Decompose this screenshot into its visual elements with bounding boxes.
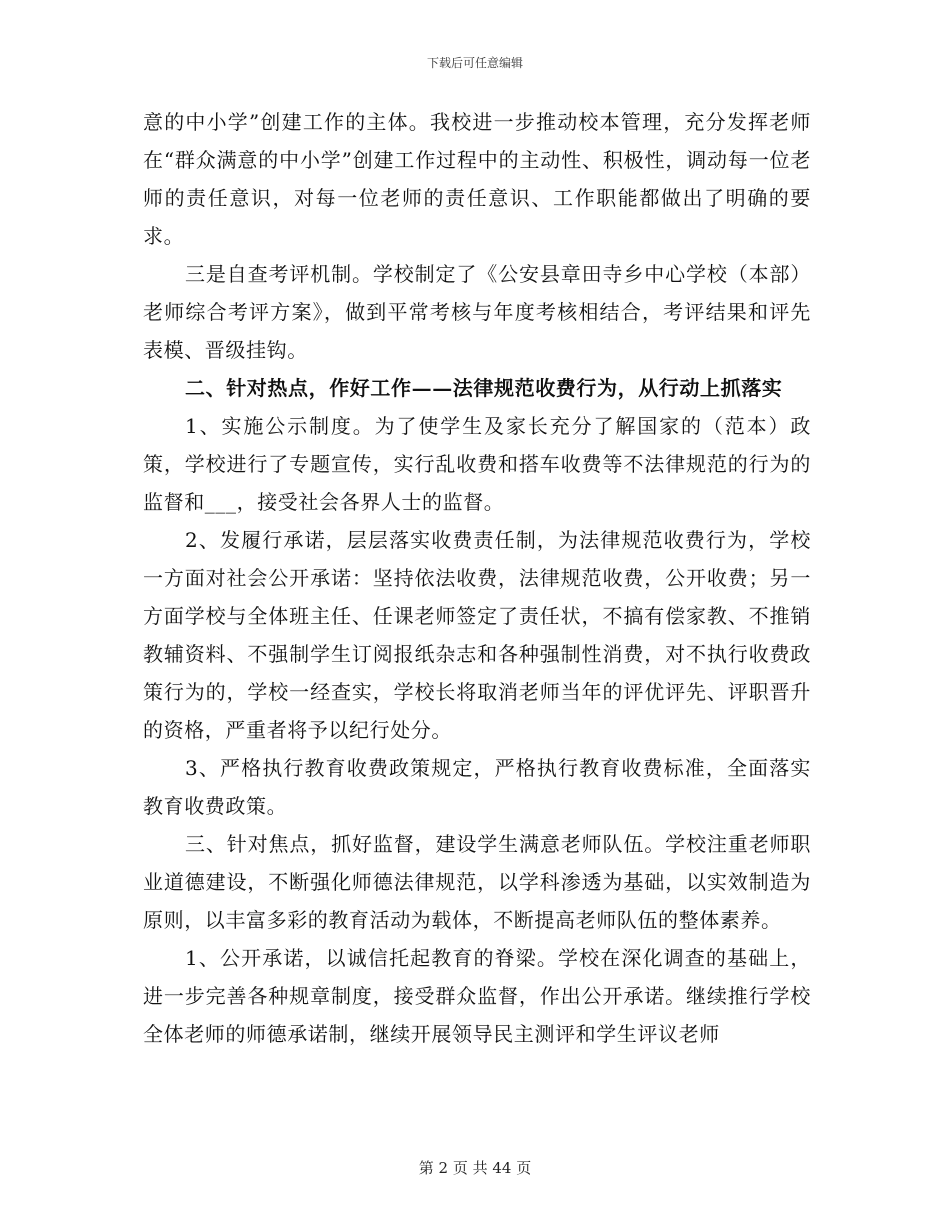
paragraph-self-assessment: 三是自查考评机制。学校制定了《公安县章田寺乡中心学校（本部）老师综合考评方案》，做到平常考核与年度考核相结合，考评结果和评先表模、晋级挂钩。 [143, 262, 811, 362]
paragraph-continuation: 意的中小学”创建工作的主体。我校进一步推动校本管理，充分发挥老师在“群众满意的中小学”创建工作过程中的主动性、积极性，调动每一位老师的责任意识，对每一位老师的责任意识、工作职能都做出了明确的要求。 [143, 110, 811, 248]
paragraph-item-3-policy: 3、严格执行教育收费政策规定，严格执行教育收费标准，全面落实教育收费政策。 [143, 756, 811, 818]
page-footer: 第 2 页 共 44 页 [418, 1159, 532, 1177]
section-heading-two: 二、针对热点，作好工作——法律规范收费行为，从行动上抓落实 [185, 376, 783, 400]
section-heading-three: 三、针对焦点，抓好监督，建设学生满意老师队伍。学校注重老师职业道德建设，不断强化师德法律规范，以学科渗透为基础，以实效制造为原则，以丰富多彩的教育活动为载体，不断提高老师队伍的整体素养。 [143, 832, 811, 932]
paragraph-item-1-integrity: 1、公开承诺，以诚信托起教育的脊梁。学校在深化调查的基础上，进一步完善各种规章制度，接受群众监督，作出公开承诺。继续推行学校全体老师的师德承诺制，继续开展领导民主测评和学生评议老师 [143, 946, 811, 1046]
paragraph-item-1-publicity: 1、实施公示制度。为了使学生及家长充分了解国家的（范本）政策，学校进行了专题宣传，实行乱收费和搭车收费等不法律规范的行为的监督和___，接受社会各界人士的监督。 [143, 414, 811, 514]
paragraph-item-2-commitment: 2、发履行承诺，层层落实收费责任制，为法律规范收费行为，学校一方面对社会公开承诺：坚持依法收费，法律规范收费，公开收费；另一方面学校与全体班主任、任课老师签定了责任状，不搞有偿家教、不推销教辅资料、不强制学生订阅报纸杂志和各种强制性消费，对不执行收费政策行为的，学校一经查实，学校长将取消老师当年的评优评先、评职晋升的资格，严重者将予以纪行处分。 [143, 528, 811, 742]
document-body [143, 103, 811, 1053]
page-header: 下载后可任意编辑 [426, 56, 523, 70]
